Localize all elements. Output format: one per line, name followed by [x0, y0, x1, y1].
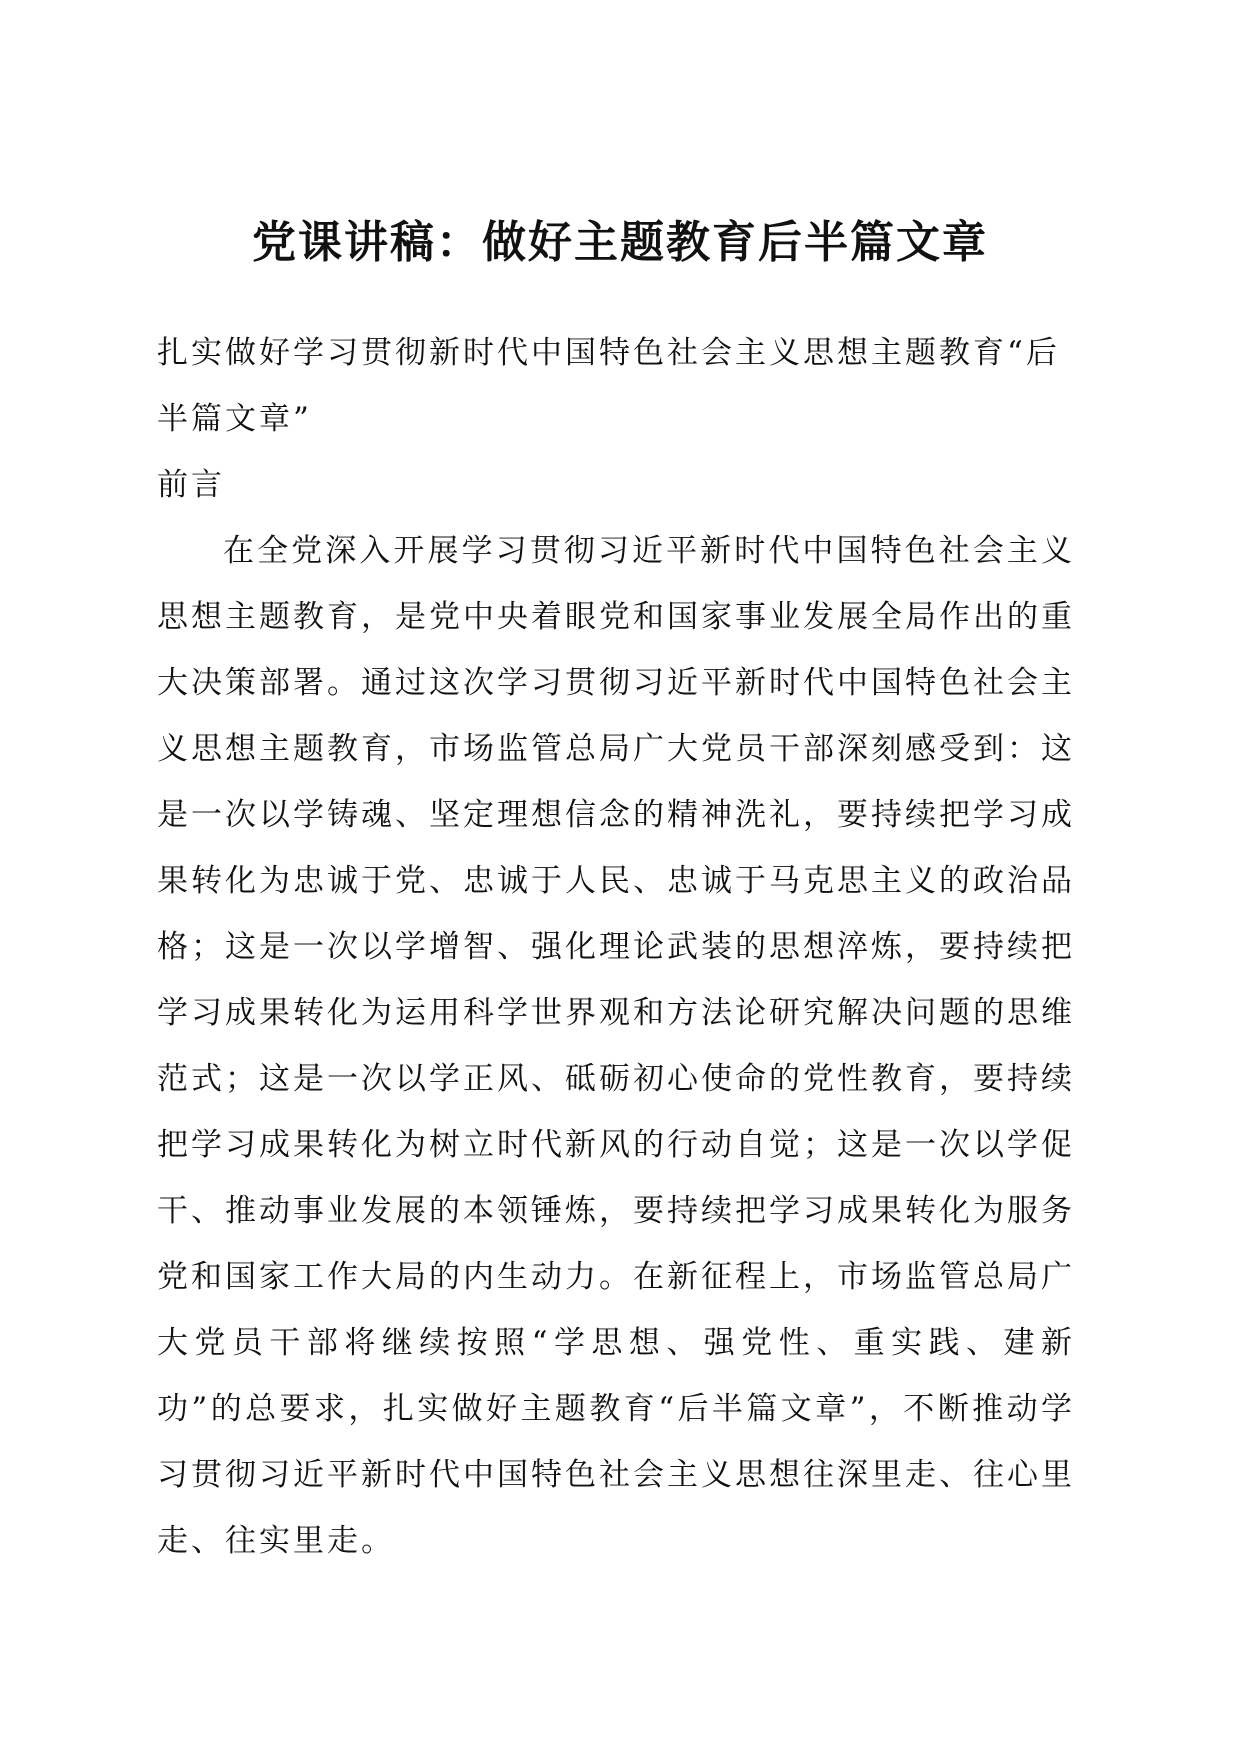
preface-heading: 前言 — [157, 467, 225, 503]
document-subtitle: 扎实做好学习贯彻新时代中国特色社会主义思想主题教育“后半篇文章” — [157, 335, 1060, 437]
document-title: 党课讲稿：做好主题教育后半篇文章 — [252, 217, 988, 268]
body-paragraph: 在全党深入开展学习贯彻习近平新时代中国特色社会主义思想主题教育，是党中央着眼党和国家事业发展全局作出的重大决策部署。通过这次学习贯彻习近平新时代中国特色社会主义思想主题教育，市场监管总局广大党员干部深刻感受到：这是一次以学铸魂、坚定理想信念的精神洗礼，要持续把学习成果转化为忠诚于党、忠诚于人民、忠诚于马克思主义的政治品格；这是一次以学增智、强化理论武装的思想淬炼，要持续把学习成果转化为运用科学世界观和方法论研究解决问题的思维范式；这是一次以学正风、砥砺初心使命的党性教育，要持续把学习成果转化为树立时代新风的行动自觉；这是一次以学促干、推动事业发展的本领锤炼，要持续把学习成果转化为服务党和国家工作大局的内生动力。在新征程上，市场监管总局广大党员干部将继续按照“学思想、强党性、重实践、建新功”的总要求，扎实做好主题教育“后半篇文章”，不断推动学习贯彻习近平新时代中国特色社会主义思想往深里走、往心里走、往实里走。 — [157, 533, 1075, 1559]
